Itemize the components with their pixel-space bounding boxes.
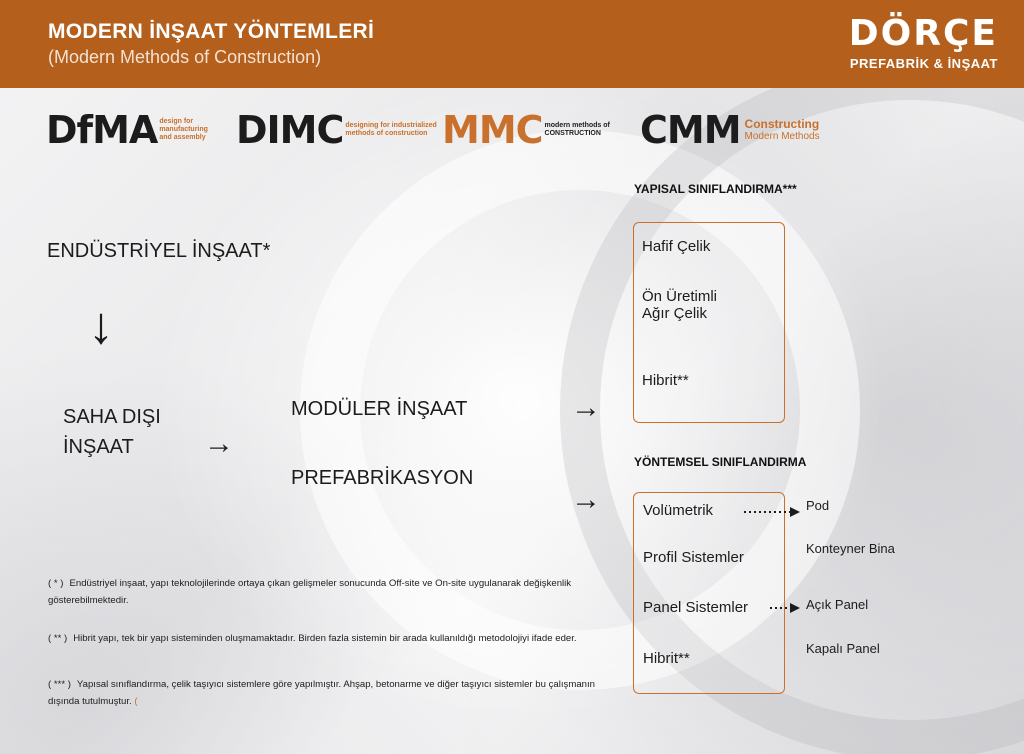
logo-dfma-text: design for manufacturing and assembly (159, 118, 208, 141)
arrow-right-icon: → (571, 391, 601, 424)
structural-item-prefab-line2: Ağır Çelik (642, 305, 708, 322)
arrow-right-icon: → (204, 427, 234, 460)
method-item-hybrid: Hibrit** (643, 650, 690, 667)
method-sub-closed-panel: Kapalı Panel (806, 641, 880, 656)
logo-dimc-text: designing for industrialized methods of construction (345, 122, 437, 137)
footnote-3-text: Yapısal sınıflandırma, çelik taşıyıcı sistemlere göre yapılmıştır. Ahşap, betonarme ve diğer taşıyıcı sistemler bu çalışmanın dışında tutulmuştur. (48, 679, 596, 707)
footnote-3-mark: ( *** ) (48, 679, 71, 690)
logo-mmc-text: modern methods of CONSTRUCTION (544, 122, 610, 137)
logo-cmm-abbr: CMM (640, 108, 741, 152)
dotted-connector (744, 505, 804, 519)
method-item-volumetric: Volümetrik (643, 502, 714, 519)
logo-dfma (46, 108, 219, 152)
footnote-1-text: Endüstriyel inşaat, yapı teknolojilerinde ortaya çıkan gelişmeler sonucunda Off-site ve On-site uygulanarak değişkenlik gösterebilmektedir. (48, 578, 572, 606)
footnote-2-text: Hibrit yapı, tek bir yapı sisteminden oluşmamaktadır. Birden fazla sistemin bir arada kullanıldığı metodolojiyi ifade eder. (73, 633, 577, 644)
method-sub-open-panel: Açık Panel (806, 597, 869, 612)
brand-tagline: PREFABRİK & İNŞAAT (849, 56, 998, 71)
method-sub-container: Konteyner Bina (806, 541, 895, 556)
structural-item-light-steel: Hafif Çelik (642, 238, 711, 255)
arrow-right-icon: → (571, 483, 601, 516)
footnote-1-mark: ( * ) (48, 578, 64, 589)
method-sub-pod: Pod (806, 498, 830, 513)
logo-cmm-text-1: Constructing (744, 116, 820, 131)
logo-mmc-abbr: MMC (442, 108, 543, 152)
footnote-2-mark: ( ** ) (48, 633, 68, 644)
offsite-construction-label-2: İNŞAAT (63, 436, 134, 458)
methodological-classification-title: YÖNTEMSEL SINIFLANDIRMA (634, 455, 807, 469)
structural-classification-title: YAPISAL SINIFLANDIRMA*** (634, 182, 797, 196)
structural-item-hybrid: Hibrit** (642, 372, 689, 389)
offsite-construction-label-1: SAHA DIŞI (63, 406, 161, 428)
arrow-down-icon: ↓ (88, 297, 114, 355)
prefabrication-label: PREFABRİKASYON (291, 467, 474, 489)
header-bar (0, 0, 1024, 88)
dotted-connector (770, 601, 804, 615)
page-title: MODERN İNŞAAT YÖNTEMLERİ (48, 20, 375, 43)
logo-cmm (640, 108, 820, 152)
background-swirl (560, 60, 1024, 754)
footnote-1 (48, 575, 608, 609)
logo-dimc (236, 108, 441, 152)
logo-cmm-text-2: Modern Methods (744, 130, 820, 142)
structural-item-prefab-line1: Ön Üretimli (642, 288, 718, 305)
footnote-3-trail: ( (134, 696, 138, 707)
logo-mmc (442, 108, 623, 152)
footnote-2 (48, 630, 608, 647)
logo-dfma-abbr: DfMA (46, 108, 158, 152)
method-item-panel-systems: Panel Sistemler (643, 599, 749, 616)
footnote-3 (48, 676, 608, 710)
industrial-construction-label: ENDÜSTRİYEL İNŞAAT* (47, 240, 271, 262)
page-subtitle: (Modern Methods of Construction) (48, 47, 322, 67)
modular-construction-label: MODÜLER İNŞAAT (291, 398, 468, 420)
logo-dimc-abbr: DIMC (236, 108, 344, 152)
brand-logo (828, 13, 998, 74)
brand-name: DÖRÇE (848, 13, 998, 54)
method-item-profile-systems: Profil Sistemler (643, 549, 744, 566)
